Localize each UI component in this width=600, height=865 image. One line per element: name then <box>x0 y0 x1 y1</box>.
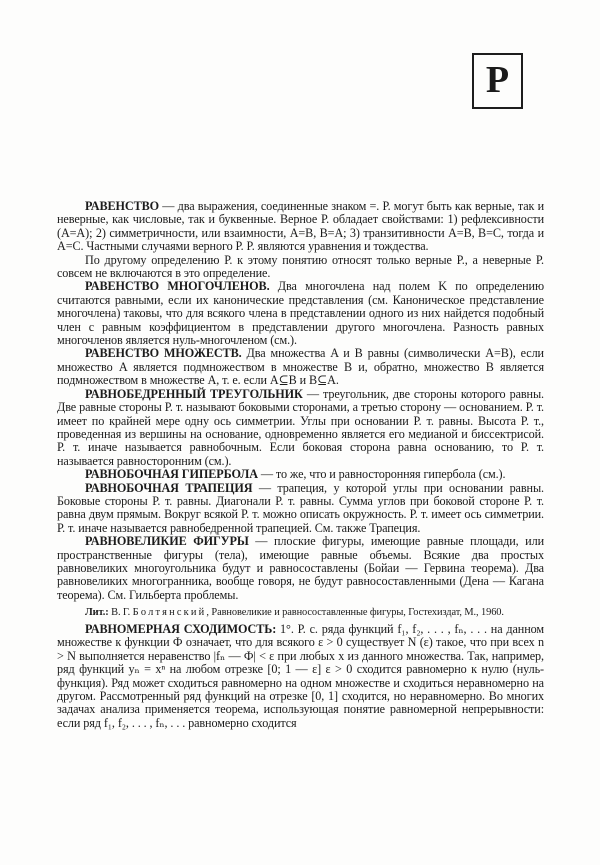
entry-body: — два выражения, соединенные знаком =. Р. могут быть как верные, так и неверные, как числовые, так и буквенные. Верное Р. обладает свойствами: 1) рефлексивности (A=A); 2) симметричности, или взаимности, A=B, B=A; 3) транзитивности A=B, B=C, тогда и A=C. Частными случаями верного Р. Р. являются уравнения и тождества. <box>57 199 544 254</box>
entry-term: РАВНОВЕЛИКИЕ ФИГУРЫ <box>85 534 249 549</box>
entry-term: РАВЕНСТВО <box>85 199 160 213</box>
literature-label: Лит.: <box>85 607 109 619</box>
entry-body: — плоские фигуры, имеющие равные площади, или пространственные фигуры (тела), имеющие равные объемы. Всякие два простых равновеликих многоугольника будут и равносоставлены (Бойаи — Гервина теорема). Два равновеликих многогранника, вообще говоря, не будут равносоставленными (Дена — Кагана теорема). См. Гильберта проблемы. <box>57 534 544 602</box>
section-letter-box <box>472 53 523 109</box>
entry-body: По другому определению Р. к этому понятию относят только верные Р., а неверные Р. совсем не включаются в это определение. <box>57 252 544 281</box>
entry-body: — то же, что и равносторонняя гипербола (см.). <box>257 467 506 482</box>
entry-term: РАВНОБЕДРЕННЫЙ ТРЕУГОЛЬНИК <box>85 386 303 401</box>
entry-ravenstvo <box>57 200 544 254</box>
entry-body: 1°. Р. с. ряда функций f₁, f₂, . . . , fₙ, . . . на данном множестве к функции Ф означает, что для всякого ε > 0 существует N (ε) такое, что при всех n > N выполняется неравенство |fₙ — Ф| < ε при любых x из данного множества. Так, например, ряд функций yₙ = xⁿ на любом отрезке [0; 1 — ε] ε > 0 сходится равномерно к нулю (нуль-функция). Ряд может сходиться равномерно на одном множестве и сходиться неравномерно на другом. Рассмотренный ряд функций на отрезке [0, 1] сходится, но неравномерно. Во многих задачах анализа применяется теорема, использующая понятие равномерной непрерывности: если ряд f₁, f₂, . . . , fₙ, . . . равномерно сходится <box>57 621 545 730</box>
entry-body: — трапеция, у которой углы при основании равны. Боковые стороны Р. т. равны. Диагонали Р. т. равны. Сумма углов при боковой стороне Р. т. равна двум прямым. Вокруг всякой Р. т. можно описать окружность. Р. т. имеет ось симметрии. Р. т. иначе называется равнобедренной трапецией. См. также Трапеция. <box>57 480 544 535</box>
literature-author-initials: В. Г. <box>108 607 133 619</box>
entry-body: Два многочлена над полем K по определению считаются равными, если их канонические представления (см. Каноническое представление многочлена) таковы, что для всякого члена в представлении одного из них найдется подобный член с равным коэффициентом в представлении другого многочлена. Разность равных многочленов является нуль-многочленом (см.). <box>57 279 544 348</box>
entry-term: РАВНОБОЧНАЯ ГИПЕРБОЛА <box>85 467 258 482</box>
entry-ravnobedrennyj-treugolnik <box>57 388 544 468</box>
entry-term: РАВНОБОЧНАЯ ТРАПЕЦИЯ <box>85 480 253 495</box>
section-letter: Р <box>485 59 510 101</box>
entry-term: РАВЕНСТВО МНОЖЕСТВ. <box>85 346 242 361</box>
entry-ravenstvo-mnozhestv <box>57 347 544 387</box>
entry-term: РАВЕНСТВО МНОГОЧЛЕНОВ. <box>85 279 270 294</box>
literature-reference <box>57 607 544 619</box>
literature-author-name: Болтянский <box>132 607 207 619</box>
literature-text: , Равновеликие и равносоставленные фигуры, Гостехиздат, М., 1960. <box>206 607 504 619</box>
entry-term: РАВНОМЕРНАЯ СХОДИМОСТЬ: <box>85 621 277 636</box>
entry-body: Два множества A и B равны (символически A=B), если множество A является подмножеством в множестве B и, обратно, множество B является подмножеством в множестве A, т. е. если A⊆B и B⊆A. <box>57 346 544 388</box>
entry-body: — треугольник, две стороны которого равны. Две равные стороны Р. т. называют боковыми сторонами, а третью сторону — основанием. Р. т. имеет по крайней мере одну ось симметрии. Углы при основании Р. т. равны. Высота Р. т., проведенная из вершины на основание, одновременно является его медианой и биссектрисой. Р. т. иначе называется равнобочным. Если боковая сторона равна основанию, то Р. т. называется равносторонним (см.). <box>57 386 544 468</box>
dictionary-content <box>57 200 544 730</box>
entry-ravenstvo-mnogochlenov <box>57 280 544 347</box>
entry-ravenstvo-note <box>57 254 544 281</box>
entry-ravnomernaya-skhodimost <box>57 623 544 730</box>
entry-ravnobochnaya-giperbola <box>57 468 544 481</box>
entry-ravnovelikie-figury <box>57 535 544 602</box>
entry-ravnobochnaya-trapetsiya <box>57 482 544 536</box>
